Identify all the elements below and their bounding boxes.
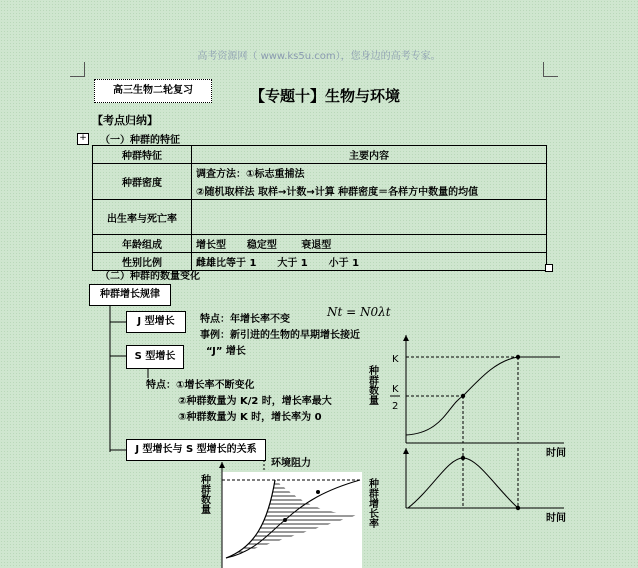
graph-ylabel: 种群数量 — [198, 474, 210, 514]
page-title: 【专题十】生物与环境 — [250, 87, 401, 105]
section2-heading: （二）种群的数量变化 — [100, 271, 200, 282]
curve-point — [283, 518, 287, 522]
table-cell-name: 出生率与死亡率 — [93, 200, 192, 235]
k-half-numerator: K — [392, 384, 399, 395]
table-cell-line: ②随机取样法 取样→计数→计算 种群密度＝各样方中数量的均值 — [196, 187, 479, 198]
table-cell-line: 调查方法：①标志重捕法 — [196, 169, 305, 180]
j-example-text: 事例：新引进的生物的早期增长接近 — [200, 330, 360, 341]
graph-ylabel: 种群增长率 — [366, 478, 378, 528]
table-move-handle-icon[interactable]: + — [77, 133, 89, 145]
s-curve — [406, 357, 560, 435]
table-cell-name: 种群密度 — [93, 164, 192, 200]
curve-point — [516, 355, 520, 359]
relationship-box: J 型增长与 S 型增长的关系 — [126, 439, 266, 461]
curve-point — [516, 506, 520, 510]
table-header-feature: 种群特征 — [93, 146, 192, 164]
table-cell-content: 增长型 稳定型 衰退型 — [192, 235, 547, 253]
table-cell-name: 年龄组成 — [93, 235, 192, 253]
section-summary-heading: 【考点归纳】 — [92, 114, 158, 127]
s-feature-text: ③种群数量为 K 时，增长率为 0 — [178, 412, 322, 423]
site-header-text: 高考资源网（ www.ks5u.com），您身边的高考专家。 — [197, 51, 441, 62]
y-axis-arrow-icon — [219, 462, 225, 468]
y-axis-arrow-icon — [403, 448, 409, 454]
graph-ylabel: 种群数量 — [366, 365, 378, 405]
growth-rate-graph — [368, 448, 588, 566]
table-cell-name: 性别比例 — [93, 253, 192, 271]
curve-point — [461, 456, 465, 460]
s-feature-text: 特点：①增长率不断变化 — [146, 380, 255, 391]
s-growth-box: S 型增长 — [126, 345, 184, 369]
graph-xlabel: 时间 — [546, 448, 566, 459]
graph-xlabel: 时间 — [546, 513, 566, 524]
k-half-denominator: 2 — [392, 401, 399, 412]
s-curve-graph — [366, 335, 588, 459]
table-cell-content: 雌雄比等于 1 大于 1 小于 1 — [192, 253, 547, 271]
j-growth-box: J 型增长 — [126, 311, 186, 333]
j-example-text-2: “J” 增长 — [206, 346, 246, 357]
environmental-resistance-label: 环境阻力 — [271, 458, 311, 469]
y-axis-arrow-icon — [403, 335, 409, 341]
s-feature-text: ②种群数量为 K/2 时，增长率最大 — [178, 396, 332, 407]
table-header-content: 主要内容 — [192, 146, 547, 164]
j-s-relationship-graph — [200, 462, 370, 568]
j-feature-text: 特点：年增长率不变 — [200, 314, 290, 325]
curve-point — [461, 394, 465, 398]
k-label: K — [392, 354, 399, 365]
root-box: 种群增长规律 — [89, 284, 171, 306]
curve-point — [316, 490, 320, 494]
section1-heading: （一）种群的特征 — [100, 135, 180, 146]
course-tag: 高三生物二轮复习 — [94, 79, 212, 103]
j-formula: Nt = N0λt — [327, 305, 391, 319]
